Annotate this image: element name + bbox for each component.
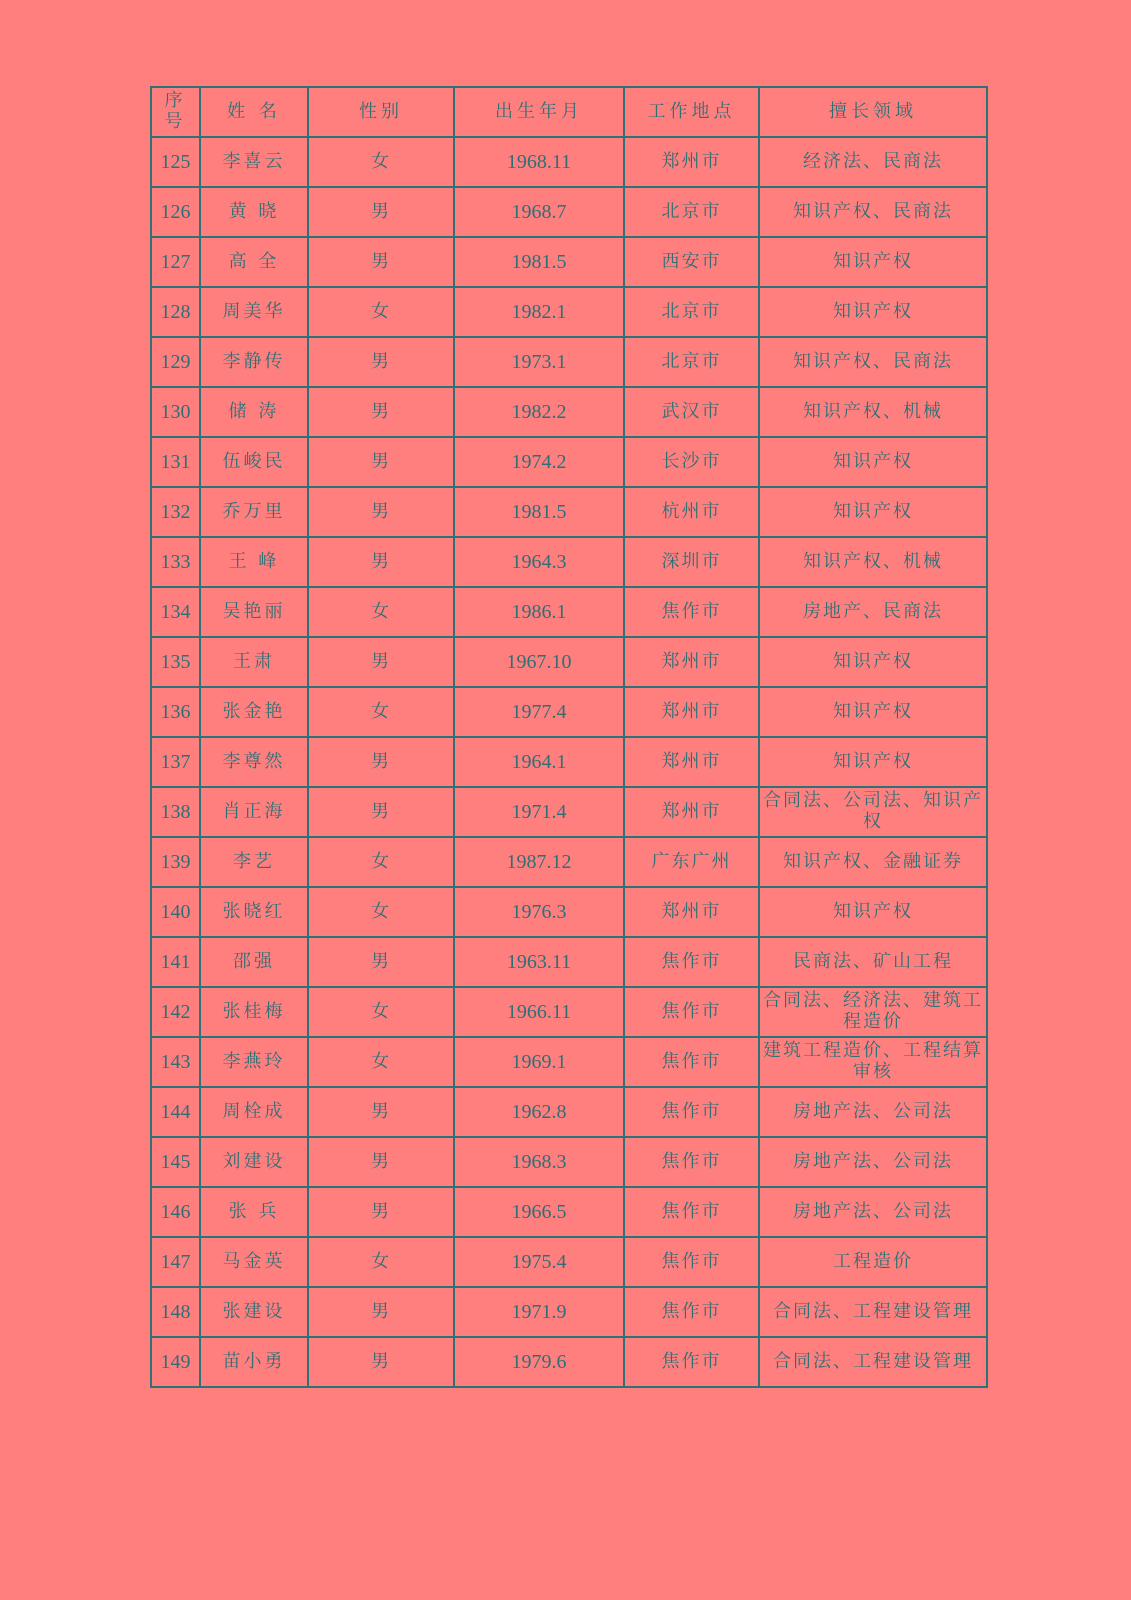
cell-location: 焦作市: [624, 587, 759, 637]
cell-specialty: 房地产法、公司法: [759, 1187, 987, 1237]
cell-specialty: 合同法、工程建设管理: [759, 1337, 987, 1387]
cell-location: 焦作市: [624, 937, 759, 987]
cell-specialty: 知识产权、机械: [759, 537, 987, 587]
cell-specialty: 房地产、民商法: [759, 587, 987, 637]
cell-gender: 男: [308, 337, 454, 387]
cell-birth: 1969.1: [454, 1037, 624, 1087]
cell-gender: 男: [308, 1087, 454, 1137]
cell-birth: 1982.2: [454, 387, 624, 437]
cell-index: 140: [151, 887, 200, 937]
table-row: [151, 1237, 987, 1287]
cell-location: 焦作市: [624, 987, 759, 1037]
cell-gender: 男: [308, 1337, 454, 1387]
cell-index: 133: [151, 537, 200, 587]
cell-index: 142: [151, 987, 200, 1037]
cell-specialty: 建筑工程造价、工程结算审核: [759, 1037, 987, 1087]
header-birth: 出生年月: [454, 87, 624, 137]
table-body: [151, 137, 987, 1387]
cell-name: 李静传: [200, 337, 308, 387]
cell-name: 李燕玲: [200, 1037, 308, 1087]
cell-name: 张桂梅: [200, 987, 308, 1037]
cell-index: 134: [151, 587, 200, 637]
cell-name: 刘建设: [200, 1137, 308, 1187]
cell-birth: 1963.11: [454, 937, 624, 987]
cell-index: 147: [151, 1237, 200, 1287]
header-gender: 性别: [308, 87, 454, 137]
cell-name: 李艺: [200, 837, 308, 887]
cell-gender: 男: [308, 737, 454, 787]
header-specialty: 擅长领域: [759, 87, 987, 137]
cell-specialty: 合同法、公司法、知识产权: [759, 787, 987, 837]
table-row: [151, 1287, 987, 1337]
header-location: 工作地点: [624, 87, 759, 137]
cell-index: 139: [151, 837, 200, 887]
cell-index: 127: [151, 237, 200, 287]
table-row: [151, 287, 987, 337]
roster-table: [150, 86, 988, 1388]
cell-index: 132: [151, 487, 200, 537]
header-index: 序号: [151, 87, 200, 137]
cell-gender: 女: [308, 1037, 454, 1087]
table-row: [151, 937, 987, 987]
cell-location: 郑州市: [624, 787, 759, 837]
cell-birth: 1974.2: [454, 437, 624, 487]
cell-specialty: 工程造价: [759, 1237, 987, 1287]
cell-gender: 男: [308, 1137, 454, 1187]
cell-gender: 女: [308, 687, 454, 737]
cell-specialty: 知识产权: [759, 737, 987, 787]
cell-gender: 男: [308, 937, 454, 987]
cell-birth: 1975.4: [454, 1237, 624, 1287]
cell-specialty: 知识产权: [759, 237, 987, 287]
cell-name: 李尊然: [200, 737, 308, 787]
cell-name: 张晓红: [200, 887, 308, 937]
cell-index: 131: [151, 437, 200, 487]
cell-gender: 男: [308, 537, 454, 587]
cell-specialty: 经济法、民商法: [759, 137, 987, 187]
table-row: [151, 137, 987, 187]
cell-gender: 女: [308, 987, 454, 1037]
table-row: [151, 737, 987, 787]
cell-index: 125: [151, 137, 200, 187]
cell-location: 深圳市: [624, 537, 759, 587]
cell-birth: 1982.1: [454, 287, 624, 337]
cell-birth: 1976.3: [454, 887, 624, 937]
table-row: [151, 337, 987, 387]
cell-specialty: 民商法、矿山工程: [759, 937, 987, 987]
cell-gender: 女: [308, 587, 454, 637]
cell-gender: 男: [308, 487, 454, 537]
cell-gender: 女: [308, 837, 454, 887]
cell-gender: 男: [308, 1287, 454, 1337]
cell-name: 吴艳丽: [200, 587, 308, 637]
header-name: 姓 名: [200, 87, 308, 137]
table-row: [151, 787, 987, 837]
cell-birth: 1973.1: [454, 337, 624, 387]
cell-name: 王肃: [200, 637, 308, 687]
cell-location: 郑州市: [624, 887, 759, 937]
cell-location: 郑州市: [624, 137, 759, 187]
cell-gender: 女: [308, 287, 454, 337]
cell-name: 马金英: [200, 1237, 308, 1287]
cell-specialty: 合同法、经济法、建筑工程造价: [759, 987, 987, 1037]
cell-index: 149: [151, 1337, 200, 1387]
cell-index: 138: [151, 787, 200, 837]
cell-birth: 1971.9: [454, 1287, 624, 1337]
cell-specialty: 房地产法、公司法: [759, 1087, 987, 1137]
cell-birth: 1964.3: [454, 537, 624, 587]
table-row: [151, 1187, 987, 1237]
table-row: [151, 837, 987, 887]
cell-gender: 女: [308, 137, 454, 187]
cell-specialty: 知识产权、机械: [759, 387, 987, 437]
cell-name: 储 涛: [200, 387, 308, 437]
cell-location: 郑州市: [624, 687, 759, 737]
cell-location: 焦作市: [624, 1287, 759, 1337]
cell-location: 焦作市: [624, 1237, 759, 1287]
cell-location: 武汉市: [624, 387, 759, 437]
cell-birth: 1962.8: [454, 1087, 624, 1137]
table-row: [151, 1037, 987, 1087]
cell-location: 北京市: [624, 187, 759, 237]
cell-specialty: 知识产权、民商法: [759, 187, 987, 237]
cell-location: 郑州市: [624, 637, 759, 687]
cell-name: 周栓成: [200, 1087, 308, 1137]
cell-specialty: 知识产权: [759, 887, 987, 937]
cell-gender: 女: [308, 1237, 454, 1287]
cell-location: 焦作市: [624, 1137, 759, 1187]
cell-index: 146: [151, 1187, 200, 1237]
table-row: [151, 387, 987, 437]
cell-gender: 男: [308, 387, 454, 437]
cell-birth: 1968.3: [454, 1137, 624, 1187]
cell-location: 焦作市: [624, 1087, 759, 1137]
cell-name: 邵强: [200, 937, 308, 987]
cell-location: 广东广州: [624, 837, 759, 887]
cell-location: 西安市: [624, 237, 759, 287]
cell-name: 高 全: [200, 237, 308, 287]
table-row: [151, 537, 987, 587]
cell-birth: 1966.11: [454, 987, 624, 1037]
cell-location: 杭州市: [624, 487, 759, 537]
cell-name: 李喜云: [200, 137, 308, 187]
cell-name: 肖正海: [200, 787, 308, 837]
table-row: [151, 487, 987, 537]
cell-gender: 女: [308, 887, 454, 937]
table-row: [151, 987, 987, 1037]
cell-name: 张金艳: [200, 687, 308, 737]
cell-gender: 男: [308, 1187, 454, 1237]
cell-specialty: 知识产权: [759, 637, 987, 687]
cell-specialty: 知识产权: [759, 487, 987, 537]
cell-index: 130: [151, 387, 200, 437]
cell-gender: 男: [308, 787, 454, 837]
cell-location: 郑州市: [624, 737, 759, 787]
cell-name: 周美华: [200, 287, 308, 337]
cell-index: 141: [151, 937, 200, 987]
table-row: [151, 1137, 987, 1187]
table-row: [151, 437, 987, 487]
cell-index: 144: [151, 1087, 200, 1137]
cell-index: 148: [151, 1287, 200, 1337]
cell-gender: 男: [308, 237, 454, 287]
cell-birth: 1967.10: [454, 637, 624, 687]
cell-index: 136: [151, 687, 200, 737]
cell-name: 苗小勇: [200, 1337, 308, 1387]
cell-index: 135: [151, 637, 200, 687]
table-header-row: [151, 87, 987, 137]
cell-location: 长沙市: [624, 437, 759, 487]
table-row: [151, 237, 987, 287]
cell-birth: 1966.5: [454, 1187, 624, 1237]
table-row: [151, 637, 987, 687]
cell-location: 焦作市: [624, 1187, 759, 1237]
table-row: [151, 1337, 987, 1387]
cell-location: 焦作市: [624, 1337, 759, 1387]
cell-location: 焦作市: [624, 1037, 759, 1087]
cell-index: 128: [151, 287, 200, 337]
cell-specialty: 知识产权: [759, 437, 987, 487]
cell-birth: 1971.4: [454, 787, 624, 837]
table-row: [151, 687, 987, 737]
cell-specialty: 知识产权、金融证券: [759, 837, 987, 887]
cell-index: 145: [151, 1137, 200, 1187]
cell-birth: 1981.5: [454, 237, 624, 287]
cell-name: 伍峻民: [200, 437, 308, 487]
cell-name: 乔万里: [200, 487, 308, 537]
table-row: [151, 187, 987, 237]
cell-birth: 1968.11: [454, 137, 624, 187]
cell-specialty: 知识产权: [759, 687, 987, 737]
cell-gender: 男: [308, 437, 454, 487]
cell-birth: 1968.7: [454, 187, 624, 237]
table-row: [151, 1087, 987, 1137]
cell-index: 129: [151, 337, 200, 387]
cell-birth: 1979.6: [454, 1337, 624, 1387]
cell-birth: 1964.1: [454, 737, 624, 787]
cell-specialty: 合同法、工程建设管理: [759, 1287, 987, 1337]
table-row: [151, 887, 987, 937]
cell-name: 黄 晓: [200, 187, 308, 237]
cell-birth: 1987.12: [454, 837, 624, 887]
cell-name: 张建设: [200, 1287, 308, 1337]
cell-gender: 男: [308, 637, 454, 687]
cell-specialty: 知识产权: [759, 287, 987, 337]
cell-index: 143: [151, 1037, 200, 1087]
cell-birth: 1981.5: [454, 487, 624, 537]
cell-specialty: 房地产法、公司法: [759, 1137, 987, 1187]
cell-gender: 男: [308, 187, 454, 237]
cell-name: 王 峰: [200, 537, 308, 587]
cell-birth: 1986.1: [454, 587, 624, 637]
table-row: [151, 587, 987, 637]
cell-location: 北京市: [624, 287, 759, 337]
cell-birth: 1977.4: [454, 687, 624, 737]
cell-index: 137: [151, 737, 200, 787]
cell-specialty: 知识产权、民商法: [759, 337, 987, 387]
cell-name: 张 兵: [200, 1187, 308, 1237]
cell-index: 126: [151, 187, 200, 237]
cell-location: 北京市: [624, 337, 759, 387]
